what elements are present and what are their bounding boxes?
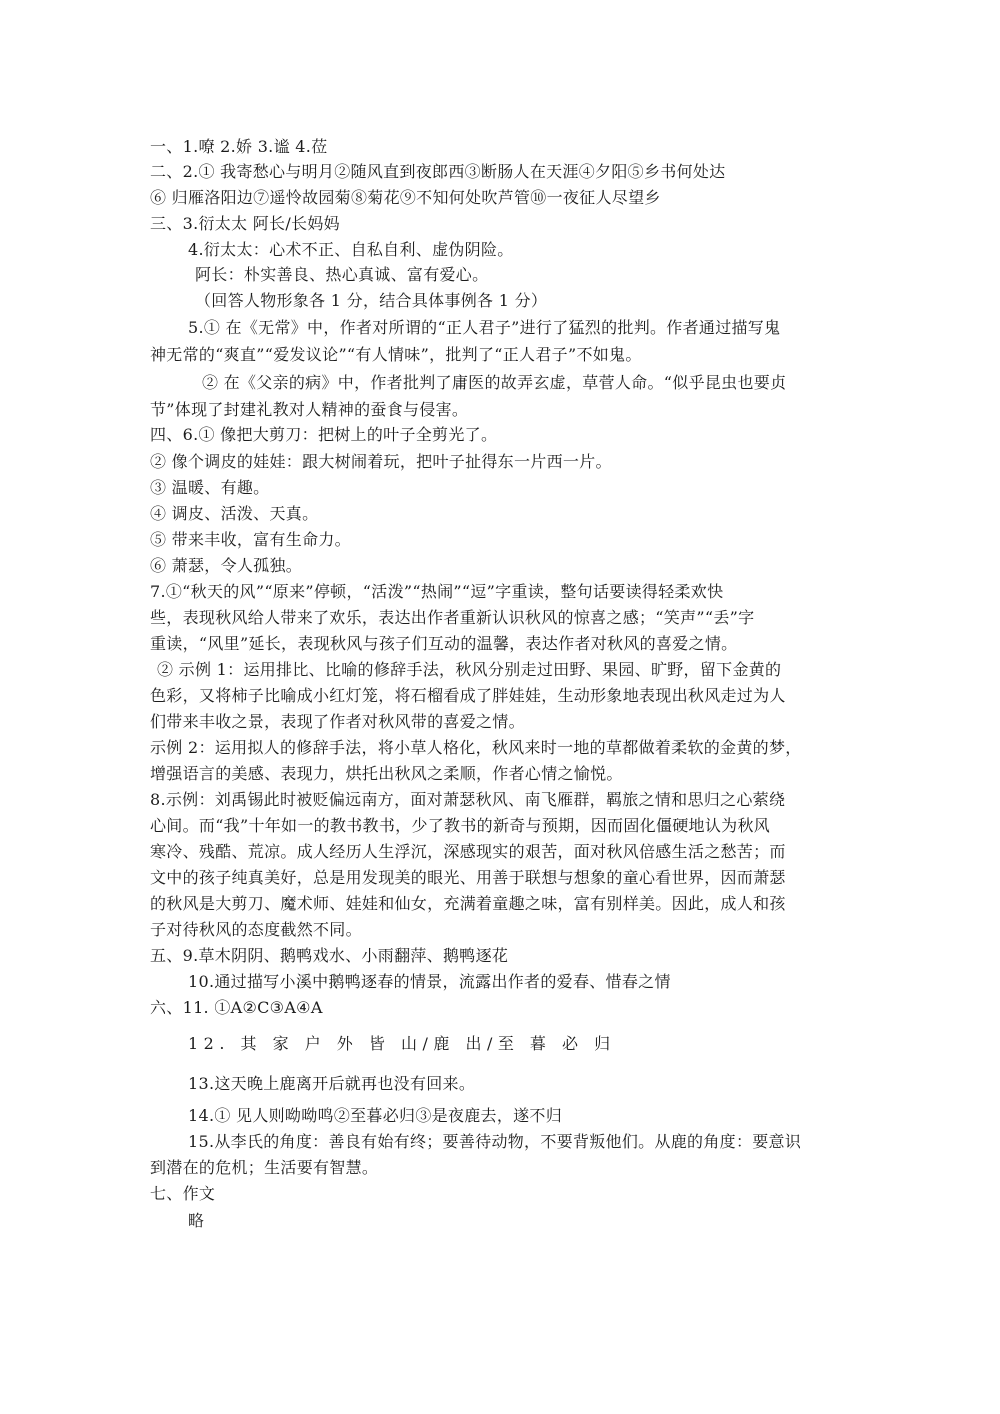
sec4-q7-line-3: 重读，“风里”延长，表现秋风与孩子们互动的温馨，表达作者对秋风的喜爱之情。: [150, 634, 738, 653]
sec4-q6-3: ③ 温暖、有趣。: [150, 478, 270, 497]
sec6-q11: 六、11. ①A②C③A④A: [150, 998, 323, 1017]
sec4-q6-4: ④ 调皮、活泼、天真。: [150, 504, 319, 523]
sec3-q5-line-2: 神无常的“爽直”“爱发议论”“有人情味”，批判了“正人君子”不如鬼。: [150, 345, 642, 364]
sec2-line-1: 二、2.① 我寄愁心与明月②随风直到夜郎西③断肠人在天涯④夕阳⑤乡书何处达: [150, 162, 726, 181]
sec6-q13: 13.这天晚上鹿离开后就再也没有回来。: [188, 1074, 476, 1093]
sec4-q7-line-4: ② 示例 1：运用排比、比喻的修辞手法，秋风分别走过田野、果园、旷野，留下金黄的: [157, 660, 782, 679]
sec4-q8-line-4: 文中的孩子纯真美好，总是用发现美的眼光、用善于联想与想象的童心看世界，因而萧瑟: [150, 868, 786, 887]
sec4-q8-line-6: 子对待秋风的态度截然不同。: [150, 920, 362, 939]
sec4-q7-line-7: 示例 2：运用拟人的修辞手法，将小草人格化，秋风来时一地的草都做着柔软的金黄的梦，: [150, 738, 802, 757]
sec3-q4-yan: 4.衍太太：心术不正、自私自利、虚伪阴险。: [188, 240, 514, 259]
sec6-q12: 12. 其 家 户 外 皆 山/鹿 出/至 暮 必 归: [188, 1034, 616, 1053]
sec4-q7-line-6: 们带来丰收之景，表现了作者对秋风带的喜爱之情。: [150, 712, 525, 731]
sec3-q3: 三、3.衍太太 阿长/长妈妈: [150, 214, 340, 233]
sec4-q6-6: ⑥ 萧瑟，令人孤独。: [150, 556, 303, 575]
sec3-q5-line-1: 5.① 在《无常》中，作者对所谓的“正人君子”进行了猛烈的批判。作者通过描写鬼: [188, 318, 781, 337]
sec3-q5-line-3: ② 在《父亲的病》中，作者批判了庸医的故弄玄虚，草菅人命。“似乎昆虫也要贞: [202, 373, 787, 392]
sec4-q6-1: 四、6.① 像把大剪刀：把树上的叶子全剪光了。: [150, 425, 498, 444]
sec6-q14: 14.① 见人则呦呦鸣②至暮必归③是夜鹿去，遂不归: [188, 1106, 563, 1125]
sec7-body: 略: [188, 1211, 205, 1230]
sec7-title: 七、作文: [150, 1184, 216, 1203]
sec5-q9: 五、9.草木阴阴、鹅鸭戏水、小雨翻萍、鹅鸭逐花: [150, 946, 509, 965]
sec4-q8-line-5: 的秋风是大剪刀、魔术师、娃娃和仙女，充满着童趣之味，富有别样美。因此，成人和孩: [150, 894, 786, 913]
sec6-q15-line-1: 15.从李氏的角度：善良有始有终；要善待动物，不要背叛他们。从鹿的角度：要意识: [188, 1132, 802, 1151]
sec4-q7-line-1: 7.①“秋天的风”“原来”停顿，“活泼”“热闹”“逗”字重读，整句话要读得轻柔欢快: [150, 582, 724, 601]
sec4-q7-line-8: 增强语言的美感、表现力，烘托出秋风之柔顺，作者心情之愉悦。: [150, 764, 623, 783]
sec4-q8-line-1: 8.示例：刘禹锡此时被贬偏远南方，面对萧瑟秋风、南飞雁群，羁旅之情和思归之心萦绕: [150, 790, 786, 809]
sec4-q7-line-5: 色彩，又将柿子比喻成小红灯笼，将石榴看成了胖娃娃，生动形象地表现出秋风走过为人: [150, 686, 786, 705]
sec3-q5-line-4: 节”体现了封建礼教对人精神的蚕食与侵害。: [150, 400, 469, 419]
sec4-q6-2: ② 像个调皮的娃娃：跟大树闹着玩，把叶子扯得东一片西一片。: [150, 452, 612, 471]
sec4-q6-5: ⑤ 带来丰收，富有生命力。: [150, 530, 351, 549]
sec6-q15-line-2: 到潜在的危机；生活要有智慧。: [150, 1158, 379, 1177]
sec4-q8-line-3: 寒冷、残酷、荒凉。成人经历人生浮沉，深感现实的艰苦，面对秋风倍感生活之愁苦；而: [150, 842, 786, 861]
sec4-q8-line-2: 心间。而“我”十年如一的教书教书，少了教书的新奇与预期，因而固化僵硬地认为秋风: [150, 816, 771, 835]
sec1-line: 一、1.嘹 2.娇 3.谧 4.莅: [150, 137, 328, 156]
sec3-q4-achang: 阿长：朴实善良、热心真诚、富有爱心。: [195, 265, 489, 284]
sec3-q4-note: （回答人物形象各 1 分，结合具体事例各 1 分）: [195, 291, 548, 310]
sec4-q7-line-2: 些，表现秋风给人带来了欢乐，表达出作者重新认识秋风的惊喜之感；“笑声”“丢”字: [150, 608, 755, 627]
sec5-q10: 10.通过描写小溪中鹅鸭逐春的情景，流露出作者的爱春、惜春之情: [188, 972, 671, 991]
sec2-line-2: ⑥ 归雁洛阳边⑦遥怜故园菊⑧菊花⑨不知何处吹芦管⑩一夜征人尽望乡: [150, 188, 661, 207]
